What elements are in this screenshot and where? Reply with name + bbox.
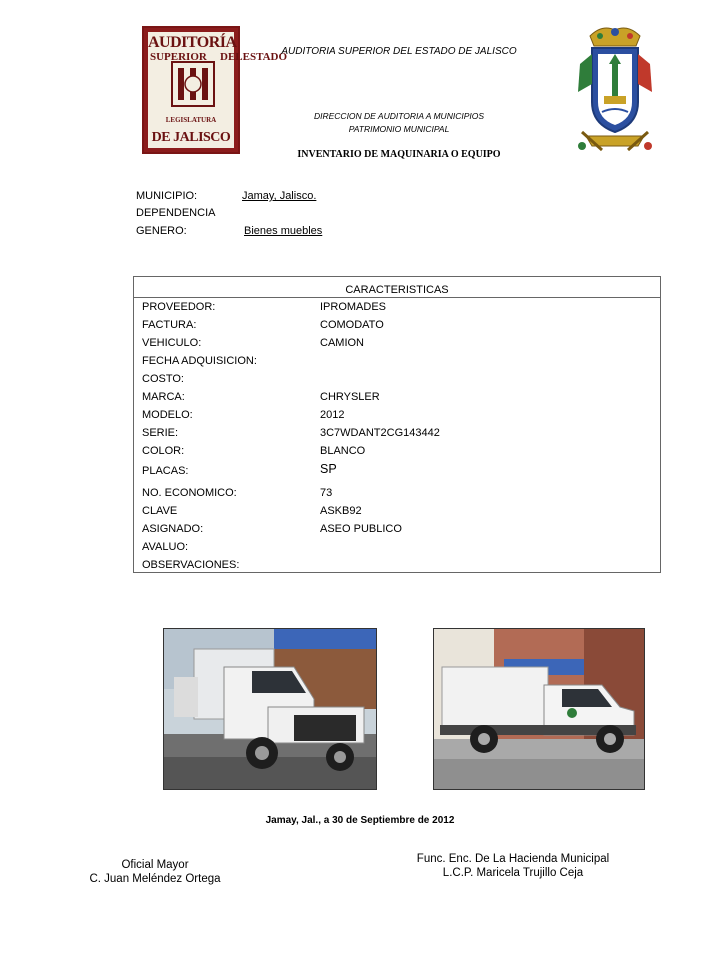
left-signer-title: Oficial Mayor [121,859,189,871]
header-title: AUDITORIA SUPERIOR DEL ESTADO DE JALISCO [281,46,517,57]
genero-value: Bienes muebles [244,225,323,237]
dependencia-label: DEPENDENCIA [136,207,216,219]
row-label: FACTURA: [142,319,197,331]
row-label: ASIGNADO: [142,523,204,535]
row-label: VEHICULO: [142,337,202,349]
row-label: AVALUO: [142,541,189,553]
left-signer-name: C. Juan Meléndez Ortega [89,873,221,885]
signature-hacienda [388,852,638,880]
row-value: BLANCO [320,445,366,457]
table-row [142,409,652,425]
row-value: COMODATO [320,319,384,331]
row-value: ASKB92 [320,505,362,517]
truck-photo-front [163,628,377,790]
row-label: MARCA: [142,391,185,403]
row-label: COSTO: [142,373,184,385]
table-row [142,355,652,371]
inventory-title-text: INVENTARIO DE MAQUINARIA O EQUIPO [297,149,501,160]
genero-row [136,225,323,237]
table-row [142,523,652,539]
municipio-label: MUNICIPIO: [136,190,198,202]
row-value: 2012 [320,409,345,421]
logo-middle-text: LEGISLATURA [165,116,217,124]
row-value: 73 [320,487,333,499]
table-row [142,462,652,481]
table-row [142,301,652,317]
row-value: SP [320,462,337,476]
municipio-value: Jamay, Jalisco. [242,190,317,202]
row-label: CLAVE [142,505,178,517]
table-row [142,391,652,407]
logo-right-text: DELESTADO [220,51,288,63]
right-signer-name: L.C.P. Maricela Trujillo Ceja [442,867,584,879]
table-row [142,445,652,461]
row-label: OBSERVACIONES: [142,559,240,571]
table-header: CARACTERISTICAS [134,277,660,298]
auditoria-logo [142,26,288,154]
row-label: MODELO: [142,409,193,421]
row-label: SERIE: [142,427,179,439]
row-value: CAMION [320,337,364,349]
genero-label: GENERO: [136,225,187,237]
row-label: PLACAS: [142,465,189,477]
characteristics-table [133,276,661,573]
row-label: PROVEEDOR: [142,301,216,313]
row-label: FECHA ADQUISICION: [142,355,257,367]
table-row [142,427,652,443]
row-value: CHRYSLER [320,391,380,403]
row-label: NO. ECONOMICO: [142,487,237,499]
table-row [142,541,652,557]
right-signer-title: Func. Enc. De La Hacienda Municipal [416,853,610,865]
logo-top-text: AUDITORÍA [148,34,237,51]
table-row [142,505,652,521]
jamay-coat-of-arms [572,24,658,156]
header-patrimonio: PATRIMONIO MUNICIPAL [348,124,450,134]
logo-emblem [170,58,216,110]
inventory-title [270,149,528,160]
municipio-row [136,190,317,202]
table-row [142,337,652,353]
logo-bottom-text: DE JALISCO [151,130,231,145]
row-value: IPROMADES [320,301,387,313]
logo-left-text: SUPERIOR [150,51,207,63]
row-value: 3C7WDANT2CG143442 [320,427,440,439]
row-value: ASEO PUBLICO [320,523,402,535]
header-direction: DIRECCION DE AUDITORIA A MUNICIPIOS [313,111,485,121]
table-row [142,319,652,335]
table-row [142,487,652,503]
truck-photo-side [433,628,645,790]
row-label: COLOR: [142,445,185,457]
table-row [142,373,652,389]
table-row [142,559,652,575]
header-direction-block [270,110,528,136]
signature-oficial-mayor [60,858,250,886]
date-line: Jamay, Jal., a 30 de Septiembre de 2012 [265,815,455,826]
